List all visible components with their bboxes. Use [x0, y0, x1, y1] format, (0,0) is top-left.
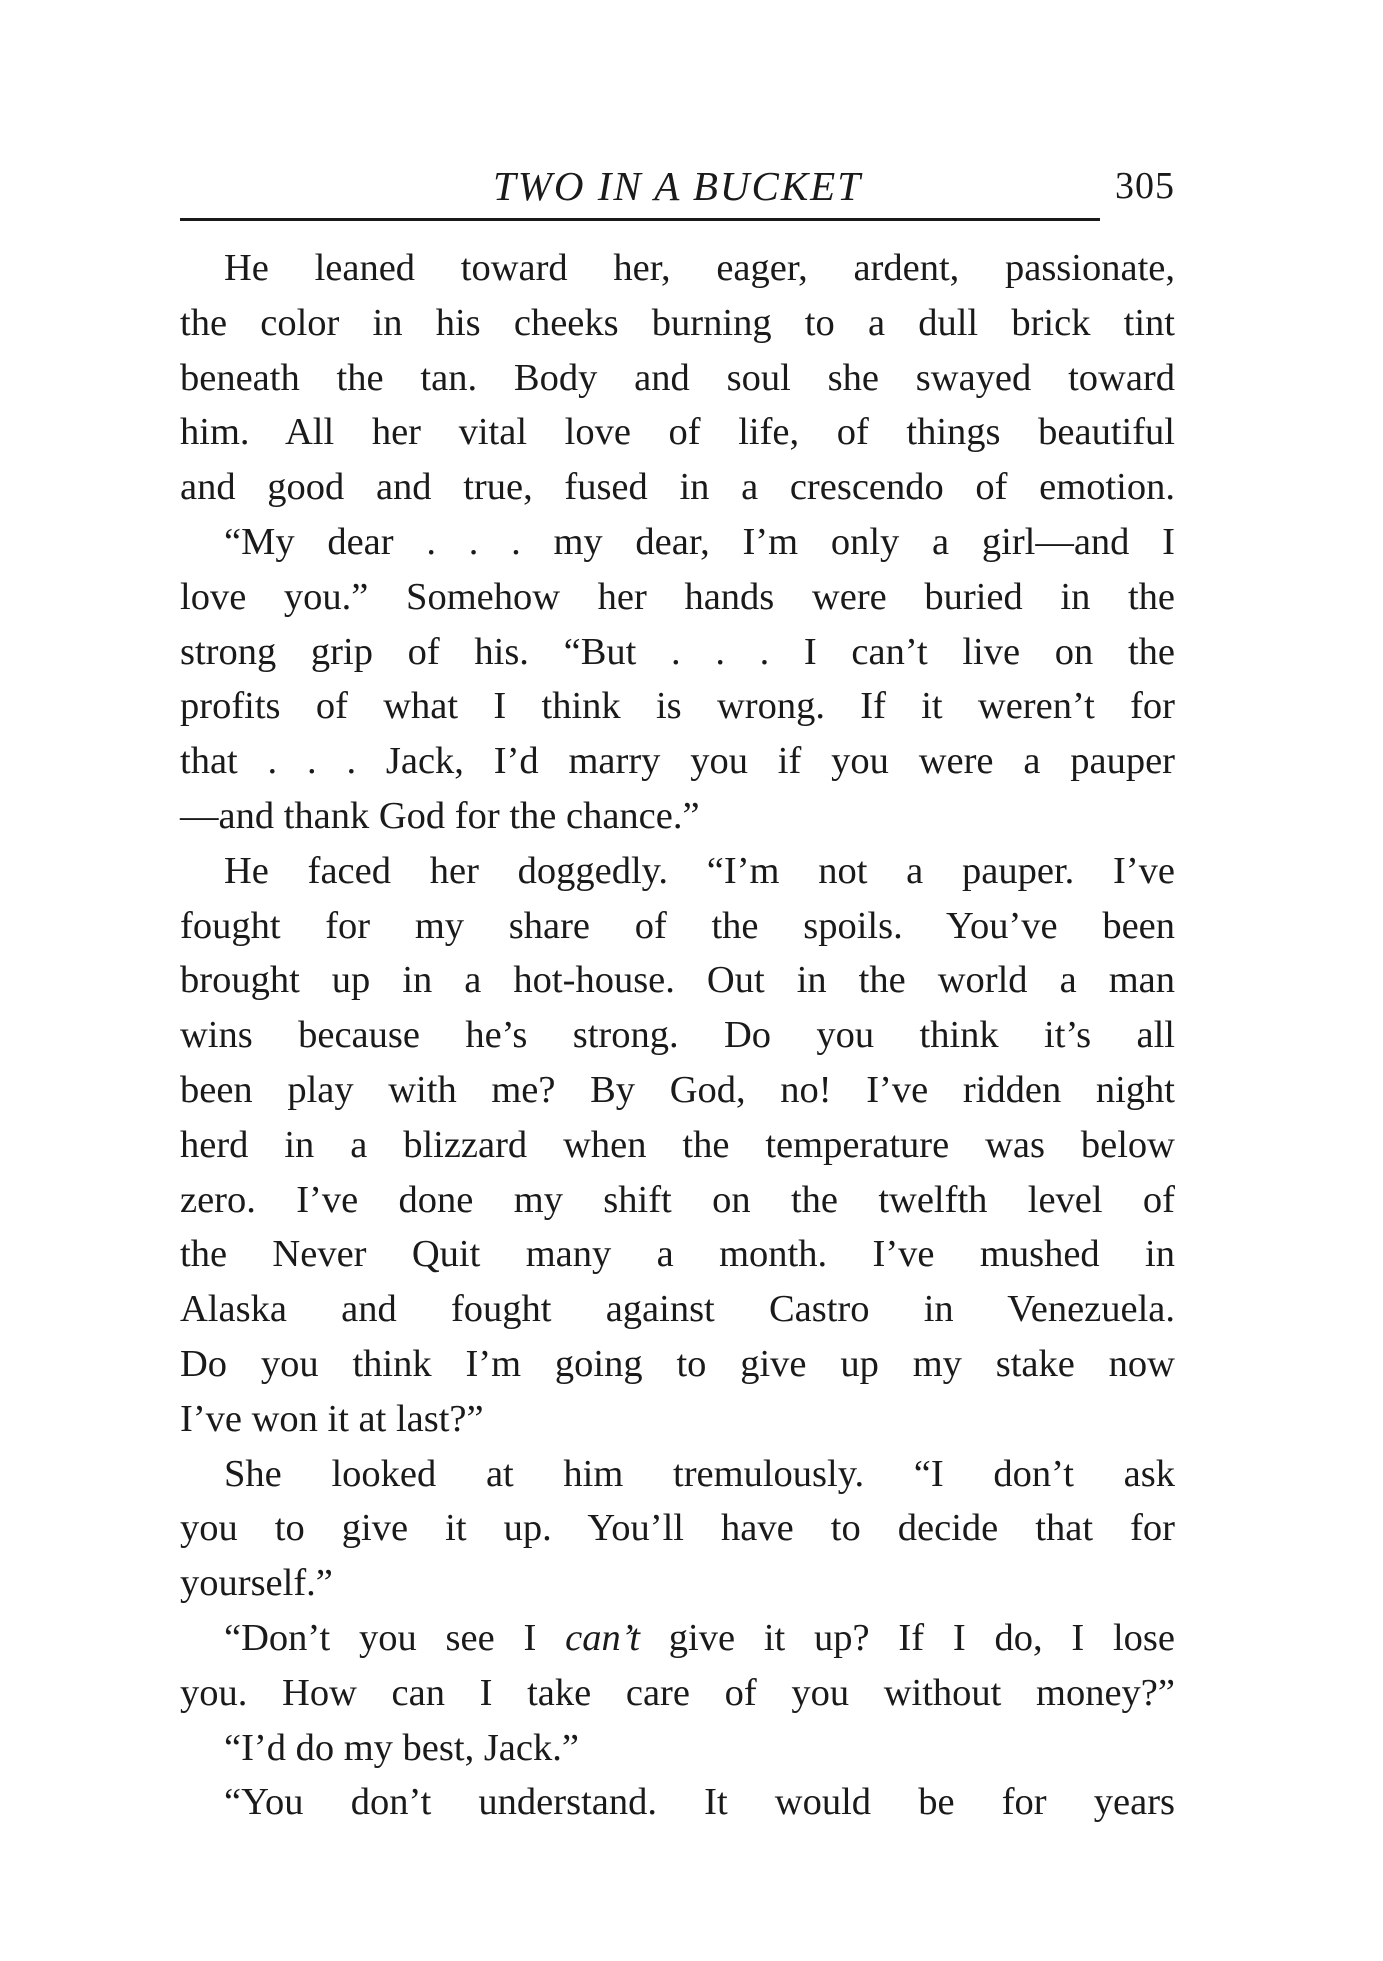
text-line: you. How can I take care of you without money?”: [180, 1671, 1175, 1714]
header-rule: [180, 218, 1100, 221]
text-line: herd in a blizzard when the temperature was below: [180, 1123, 1175, 1166]
text-line: Do you think I’m going to give up my stake now: [180, 1342, 1175, 1385]
page-number: 305: [1115, 165, 1175, 207]
text-line: [180, 1611, 1175, 1666]
text-line: him. All her vital love of life, of things beautiful: [180, 411, 1175, 454]
text-segment: “Don’t you see I: [224, 1616, 566, 1659]
text-line: fought for my share of the spoils. You’ve been: [180, 904, 1175, 947]
text-line: the color in his cheeks burning to a dull brick tint: [180, 301, 1175, 344]
text-line: you to give it up. You’ll have to decide that for: [180, 1507, 1175, 1550]
text-line: been play with me? By God, no! I’ve ridden night: [180, 1068, 1175, 1111]
running-head: [180, 158, 1175, 214]
text-segment: give it up? If I do, I lose: [639, 1616, 1175, 1659]
body-text: [180, 241, 1175, 1830]
text-line: I’ve won it at last?”: [180, 1397, 484, 1440]
text-line: zero. I’ve done my shift on the twelfth level of: [180, 1178, 1175, 1221]
text-line: strong grip of his. “But . . . I can’t live on the: [180, 630, 1175, 673]
text-line: Alaska and fought against Castro in Venezuela.: [180, 1288, 1175, 1331]
text-line: wins because he’s strong. Do you think it’s all: [180, 1014, 1175, 1057]
running-title: TWO IN A BUCKET: [492, 163, 863, 209]
text-line: yourself.”: [180, 1562, 333, 1605]
text-line: He faced her doggedly. “I’m not a pauper. I’ve: [224, 849, 1175, 892]
text-line: “My dear . . . my dear, I’m only a girl—and I: [224, 520, 1175, 563]
text-line: He leaned toward her, eager, ardent, passionate,: [224, 247, 1175, 289]
text-line: brought up in a hot-house. Out in the world a man: [180, 959, 1175, 1002]
text-line: love you.” Somehow her hands were buried in the: [180, 575, 1175, 618]
text-line: “You don’t understand. It would be for years: [224, 1781, 1175, 1824]
text-line: beneath the tan. Body and soul she swayed toward: [180, 356, 1175, 399]
italic-emphasis: can’t: [565, 1616, 640, 1659]
text-line: and good and true, fused in a crescendo of emotion.: [180, 466, 1175, 509]
text-line: She looked at him tremulously. “I don’t ask: [224, 1452, 1175, 1495]
text-line: —and thank God for the chance.”: [180, 794, 700, 837]
text-line: profits of what I think is wrong. If it weren’t for: [180, 685, 1175, 728]
text-line: “I’d do my best, Jack.”: [224, 1726, 579, 1769]
text-line: that . . . Jack, I’d marry you if you were a pauper: [180, 740, 1175, 783]
text-line: the Never Quit many a month. I’ve mushed in: [180, 1233, 1175, 1276]
